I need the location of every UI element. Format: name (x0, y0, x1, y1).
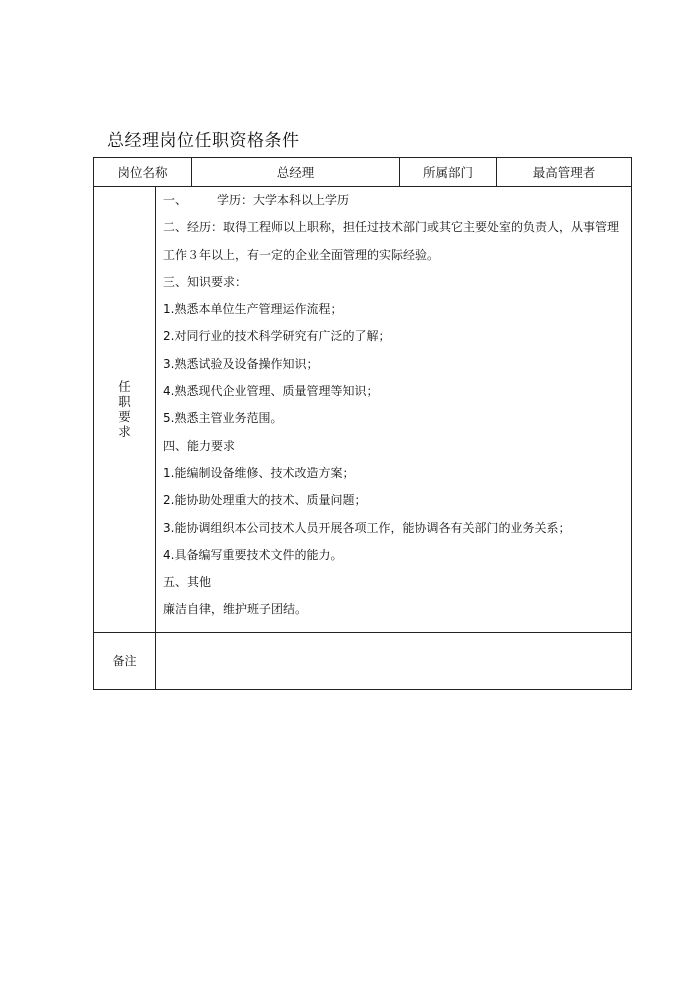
req-line: 4.熟悉现代企业管理、质量管理等知识； (163, 384, 379, 399)
req-line-education (163, 187, 625, 214)
notes-row (94, 632, 632, 689)
req-line: 三、知识要求： (163, 274, 248, 289)
dept-label: 所属部门 (400, 158, 497, 187)
req-line: 4.具备编写重要技术文件的能力。 (163, 547, 343, 562)
req-line: 5.熟悉主管业务范围。 (163, 411, 283, 426)
req-line: 1.能编制设备维修、技术改造方案； (163, 465, 355, 480)
req-line: 廉洁自律，维护班子团结。 (163, 602, 308, 617)
document-title: 总经理岗位任职资格条件 (107, 131, 300, 151)
req-line: 工作３年以上，有一定的企业全面管理的实际经验。 (163, 247, 440, 262)
requirements-row (94, 187, 632, 633)
req-line: 四、能力要求 (163, 438, 236, 453)
req-line: 3.熟悉试验及设备操作知识； (163, 356, 319, 371)
requirements-label-cell (94, 187, 156, 633)
dept-value: 最高管理者 (497, 158, 632, 187)
req-line: 2.能协助处理重大的技术、质量问题； (163, 493, 367, 508)
req-line: 五、其他 (163, 575, 212, 590)
edu-number: 一、 (163, 193, 188, 207)
req-line: 1.熟悉本单位生产管理运作流程； (163, 302, 343, 317)
position-label: 岗位名称 (94, 158, 192, 187)
req-line: 二、经历：取得工程师以上职称，担任过技术部门或其它主要处室的负责人，从事管理 (163, 220, 620, 235)
notes-label: 备注 (94, 632, 156, 689)
position-value: 总经理 (192, 158, 400, 187)
qualification-table (93, 157, 632, 690)
requirements-content (156, 187, 632, 633)
header-row (94, 158, 632, 187)
requirements-label: 任职要求 (118, 379, 131, 440)
edu-text: 学历：大学本科以上学历 (217, 193, 350, 207)
req-line: 3.能协调组织本公司技术人员开展各项工作，能协调各有关部门的业务关系； (163, 520, 571, 535)
notes-value (156, 632, 632, 689)
req-line: 2.对同行业的技术科学研究有广泛的了解； (163, 329, 391, 344)
